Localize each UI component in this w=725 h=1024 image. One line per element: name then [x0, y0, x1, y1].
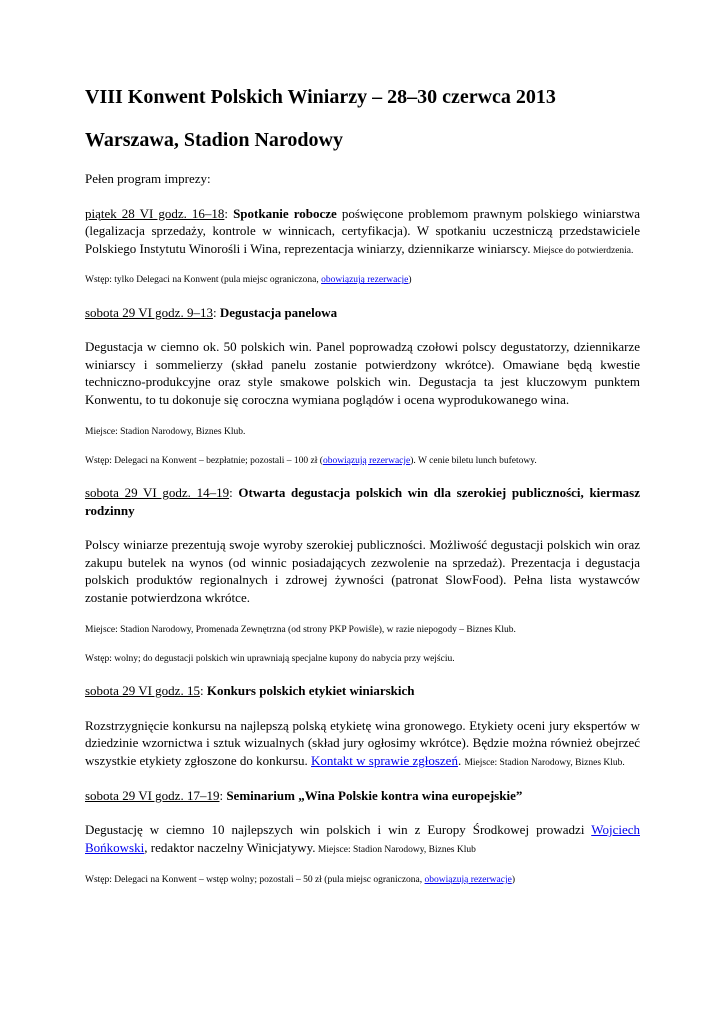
- section-1-admission: [85, 274, 640, 286]
- contest-contact-link[interactable]: Kontakt w sprawie zgłoszeń: [311, 752, 458, 768]
- section-5-admission-close: ): [511, 874, 515, 885]
- section-1-event-name: Spotkanie robocze: [233, 205, 337, 221]
- section-5-description-end: , redaktor naczelny Winicjatywy.: [144, 839, 316, 855]
- section-4-separator: :: [199, 683, 207, 699]
- reservation-link-2[interactable]: obowiązują rezerwacje: [322, 455, 411, 466]
- section-2-date: sobota 29 VI godz. 9–13: [85, 304, 213, 320]
- section-2-admission-text: Wstęp: Delegaci na Konwent – bezpłatnie; pozostali – 100 zł (: [85, 455, 323, 466]
- section-2-heading: [85, 304, 640, 322]
- section-3-date: sobota 29 VI godz. 14–19: [85, 485, 230, 501]
- section-5-description: [85, 821, 640, 856]
- section-4-description-text: Rozstrzygnięcie konkursu na najlepszą polską etykietę wina gronowego. Etykiety oceni jury ekspertów w dziedzinie wzornictwa i sztuk wizualnych (skład jury ogłosimy wkrótce). Będzie można również obejrzeć wszystkie etykiety zgłoszone do konkursu.: [85, 717, 640, 768]
- section-1-separator: :: [224, 205, 234, 221]
- document-subtitle: Warszawa, Stadion Narodowy: [85, 129, 343, 151]
- author-link[interactable]: Wojciech Bońkowski: [85, 822, 640, 855]
- section-5-admission: [85, 874, 640, 886]
- section-4-date: sobota 29 VI godz. 15: [85, 683, 200, 699]
- section-2-description: Degustacja w ciemno ok. 50 polskich win. Panel poprowadzą czołowi polscy degustatorzy, dziennikarze winiarscy i sommelierzy (skład panelu zostanie potwierdzony wkrótce). Omawiane będą kwestie techniczno-produkcyjne oraz style smakowe polskich win. Degustacja ta jest kluczowym punktem Konwentu, to tu dokonuje się coroczna wymiana poglądów i ocena wyprodukowanego wina.: [85, 339, 640, 407]
- section-1-date: piątek 28 VI godz. 16–18: [85, 205, 225, 221]
- section-3-venue: Miejsce: Stadion Narodowy, Promenada Zewnętrzna (od strony PKP Powiśle), w razie niepogody – Biznes Klub.: [85, 624, 516, 635]
- section-1-admission-close: ): [408, 275, 412, 286]
- intro-text: Pełen program imprezy:: [85, 171, 211, 186]
- section-3-separator: :: [229, 485, 239, 501]
- section-1-place-note: Miejsce do potwierdzenia.: [530, 245, 634, 256]
- section-2-event-name: Degustacja panelowa: [219, 304, 338, 320]
- section-2-admission-close: ). W cenie biletu lunch bufetowy.: [410, 455, 537, 466]
- section-5-date: sobota 29 VI godz. 17–19: [85, 787, 220, 803]
- section-2-admission: [85, 455, 640, 467]
- section-5-heading: [85, 787, 640, 805]
- section-5-event-name: Seminarium „Wina Polskie kontra wina europejskie”: [226, 787, 523, 803]
- section-2-venue: Miejsce: Stadion Narodowy, Biznes Klub.: [85, 426, 246, 437]
- section-3-event-name: Otwarta degustacja polskich win dla szerokiej publiczności, kiermasz rodzinny: [85, 485, 640, 518]
- section-4-period: .: [457, 752, 465, 768]
- section-4-venue: Miejsce: Stadion Narodowy, Biznes Klub.: [464, 757, 625, 768]
- reservation-link-1[interactable]: obowiązują rezerwacje: [321, 275, 409, 286]
- section-3-admission: Wstęp: wolny; do degustacji polskich win uprawniają specjalne kupony do nabycia przy wejściu.: [85, 653, 455, 664]
- section-4-description: [85, 717, 640, 770]
- section-3-heading: [85, 484, 640, 519]
- section-2-separator: :: [212, 304, 220, 320]
- section-5-description-text: Degustację w ciemno 10 najlepszych win polskich i win z Europy Środkowej prowadzi: [85, 822, 592, 838]
- section-3-description: Polscy winiarze prezentują swoje wyroby szerokiej publiczności. Możliwość degustacji polskich win oraz zakupu butelek na wynos (od winnic posiadających zezwolenie na sprzedaż). Prezentacja i degustacja polskich produktów regionalnych i zdrowej żywności (patronat SlowFood). Pełna lista wystawców zostanie potwierdzona wkrótce.: [85, 537, 640, 605]
- reservation-link-3[interactable]: obowiązują rezerwacje: [424, 874, 512, 885]
- section-1-paragraph: [85, 205, 640, 258]
- document-title: VIII Konwent Polskich Winiarzy – 28–30 czerwca 2013: [85, 86, 556, 108]
- section-1-admission-text: Wstęp: tylko Delegaci na Konwent (pula miejsc ograniczona,: [85, 275, 322, 286]
- section-1-description: poświęcone problemom prawnym polskiego winiarstwa (legalizacja sprzedaży, kontrole w winnicach, certyfikacja). W spotkaniu uczestniczą przedstawiciele Polskiego Instytutu Winorośli i Wina, reprezentacja winiarzy, dziennikarze winiarscy.: [85, 205, 640, 256]
- section-5-separator: :: [219, 787, 227, 803]
- section-5-venue: Miejsce: Stadion Narodowy, Biznes Klub: [315, 844, 476, 855]
- section-4-event-name: Konkurs polskich etykiet winiarskich: [206, 683, 415, 699]
- section-5-admission-text: Wstęp: Delegaci na Konwent – wstęp wolny; pozostali – 50 zł (pula miejsc ograniczona,: [85, 874, 425, 885]
- section-4-heading: [85, 682, 640, 700]
